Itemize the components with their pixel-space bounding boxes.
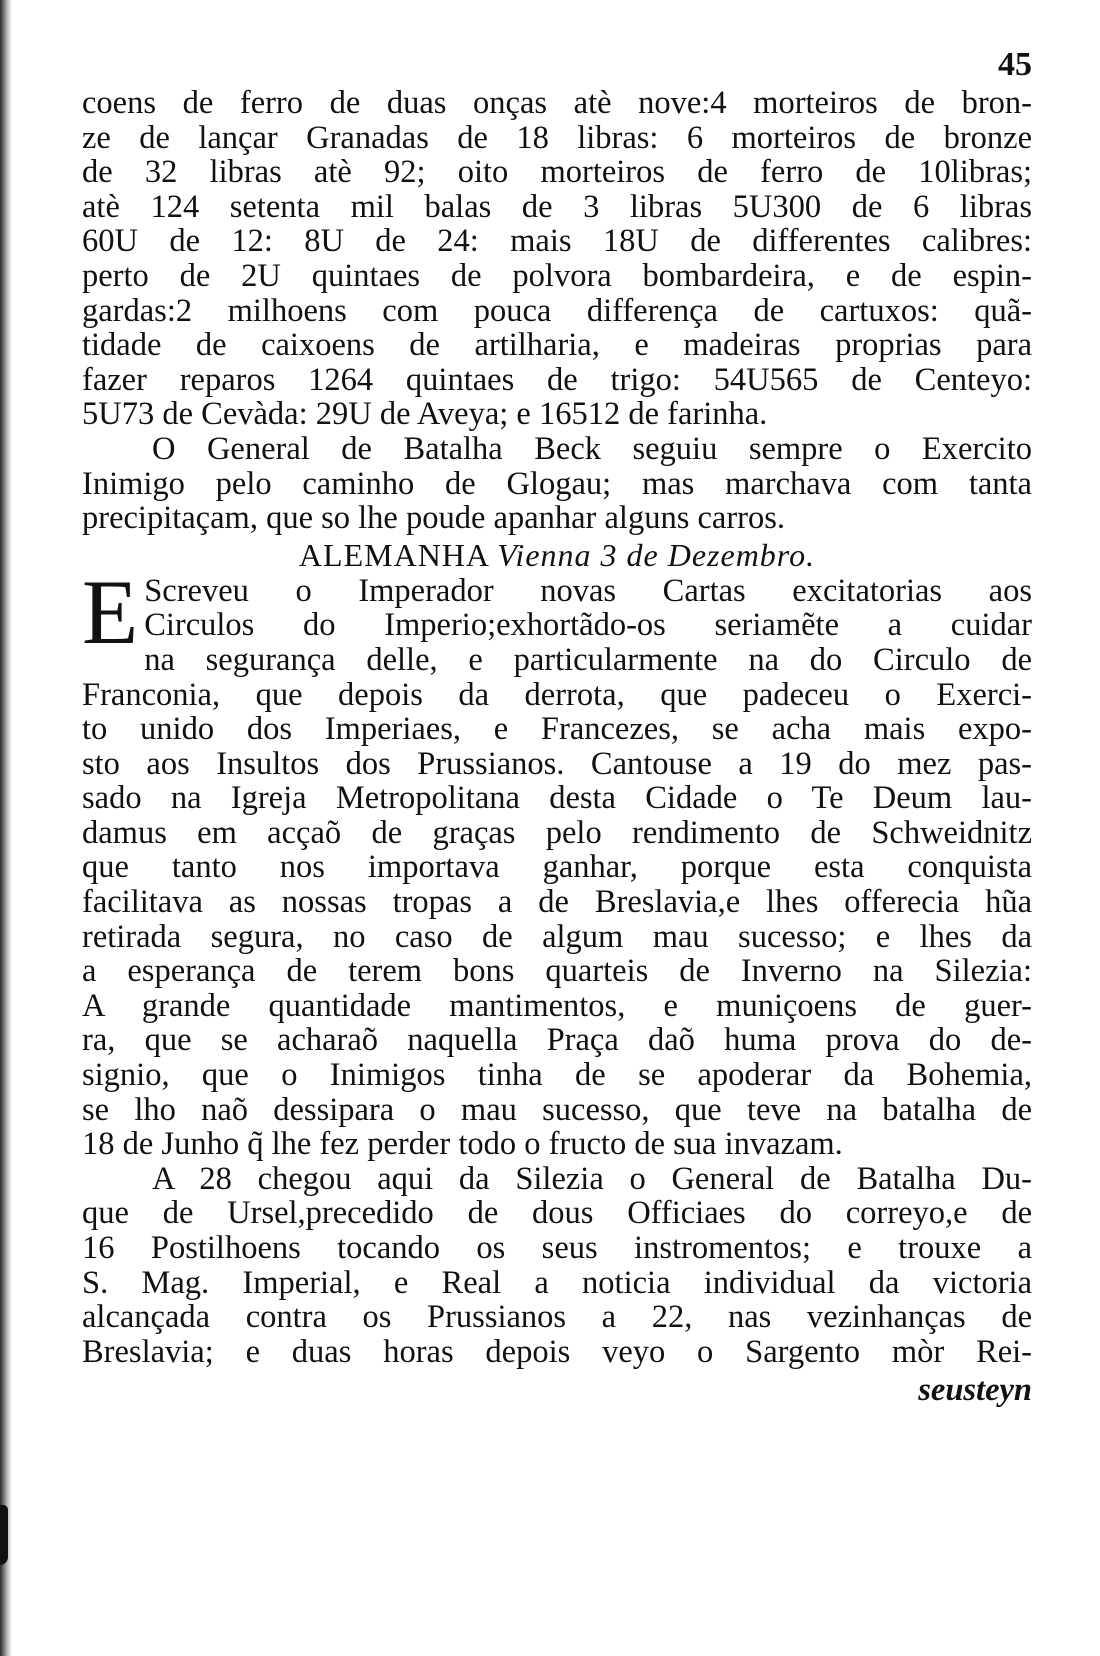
text-line: damus em acçaõ de graças pelo rendimento de Schweidnitz — [82, 814, 1032, 851]
paragraph-supplies-list — [82, 86, 1032, 432]
paragraph-general-beck — [82, 432, 1032, 536]
text-line: alcançada contra os Prussianos a 22, nas vezinhanças de — [82, 1299, 1032, 1336]
text-line: atè 124 setenta mil balas de 3 libras 5U300 de 6 libras — [82, 188, 1032, 225]
text-line: Screveu o Imperador novas Cartas excitatorias aos — [144, 572, 1032, 609]
heading-date: 3 de Dezembro. — [600, 536, 816, 573]
drop-cap: E — [82, 560, 139, 663]
text-line: retirada segura, no caso de algum mau sucesso; e lhes da — [82, 918, 1032, 955]
text-line: que tanto nos importava ganhar, porque esta conquista — [82, 849, 1032, 886]
catchword: seusteyn — [918, 1372, 1032, 1409]
text-line: 16 Postilhoens tocando os seus instromentos; e trouxe a — [82, 1230, 1032, 1266]
text-line: sto aos Insultos dos Prussianos. Cantouse a 19 do mez pas- — [82, 745, 1032, 782]
text-line: Circulos do Imperio;exhortãdo-os seriamẽte a cuidar — [144, 607, 1032, 644]
text-line: na segurança delle, e particularmente na do Circulo de — [144, 641, 1032, 678]
page-edge-shadow — [0, 0, 12, 1656]
text-line: 5U73 de Cevàda: 29U de Aveya; e 16512 de farinha. — [82, 396, 768, 433]
text-line: O General de Batalha Beck seguiu sempre o Exercito — [152, 430, 1032, 467]
paragraph-duke-ursel — [82, 1162, 1032, 1370]
text-line: se lho naõ dessipara o mau sucesso, que teve na batalha de — [82, 1091, 1032, 1128]
text-line: que de Ursel,precedido de dous Officiaes do correyo,e de — [82, 1195, 1032, 1232]
text-line: tidade de caixoens de artilharia, e madeiras proprias para — [82, 327, 1032, 364]
text-line: Inimigo pelo caminho de Glogau; mas marchava com tanta — [82, 465, 1032, 502]
section-heading — [82, 536, 1032, 574]
text-line: sado na Igreja Metropolitana desta Cidade o Te Deum lau- — [82, 780, 1032, 817]
paragraph-vienna-news — [82, 560, 1032, 1163]
text-line: 60U de 12: 8U de 24: mais 18U de differentes calibres: — [82, 223, 1032, 260]
text-line: Franconia, que depois da derrota, que padeceu o Exerci- — [82, 676, 1032, 713]
document-page — [82, 40, 1032, 1408]
page-text — [82, 86, 1032, 1408]
text-line: ra, que se acharaõ naquella Praça daõ huma prova do de- — [82, 1022, 1032, 1059]
margin-ink-mark — [0, 1505, 8, 1565]
text-line: de 32 libras atè 92; oito morteiros de ferro de 10libras; — [82, 154, 1032, 191]
text-line: fazer reparos 1264 quintaes de trigo: 54U565 de Centeyo: — [82, 361, 1032, 398]
text-line: S. Mag. Imperial, e Real a noticia individual da victoria — [82, 1264, 1032, 1301]
text-line: 18 de Junho q̃ lhe fez perder todo o fructo de sua invazam. — [82, 1126, 843, 1163]
text-line: A 28 chegou aqui da Silezia o General de Batalha Du- — [152, 1160, 1032, 1197]
text-line: signio, que o Inimigos tinha de se apoderar da Bohemia, — [82, 1057, 1032, 1094]
text-line: precipitaçam, que so lhe poude apanhar alguns carros. — [82, 500, 785, 537]
text-line: a esperança de terem bons quarteis de Inverno na Silezia: — [82, 953, 1032, 990]
text-line: coens de ferro de duas onças atè nove:4 morteiros de bron- — [82, 85, 1032, 121]
text-line: perto de 2U quintaes de polvora bombardeira, e de espin- — [82, 257, 1032, 294]
heading-title: ALEMANHA — [298, 536, 489, 573]
text-line: ze de lançar Granadas de 18 libras: 6 morteiros de bronze — [82, 119, 1032, 156]
text-line: Breslavia; e duas horas depois veyo o Sargento mòr Rei- — [82, 1333, 1032, 1370]
text-line: A grande quantidade mantimentos, e muniçoens de guer- — [82, 987, 1032, 1024]
heading-place: Vienna — [497, 536, 592, 573]
page-number: 45 — [998, 46, 1032, 83]
text-line: gardas:2 milhoens com pouca differença de cartuxos: quã- — [82, 292, 1032, 329]
text-line: facilitava as nossas tropas a de Breslavia,e lhes offerecia hũa — [82, 884, 1032, 921]
text-line: to unido dos Imperiaes, e Francezes, se acha mais expo- — [82, 711, 1032, 748]
